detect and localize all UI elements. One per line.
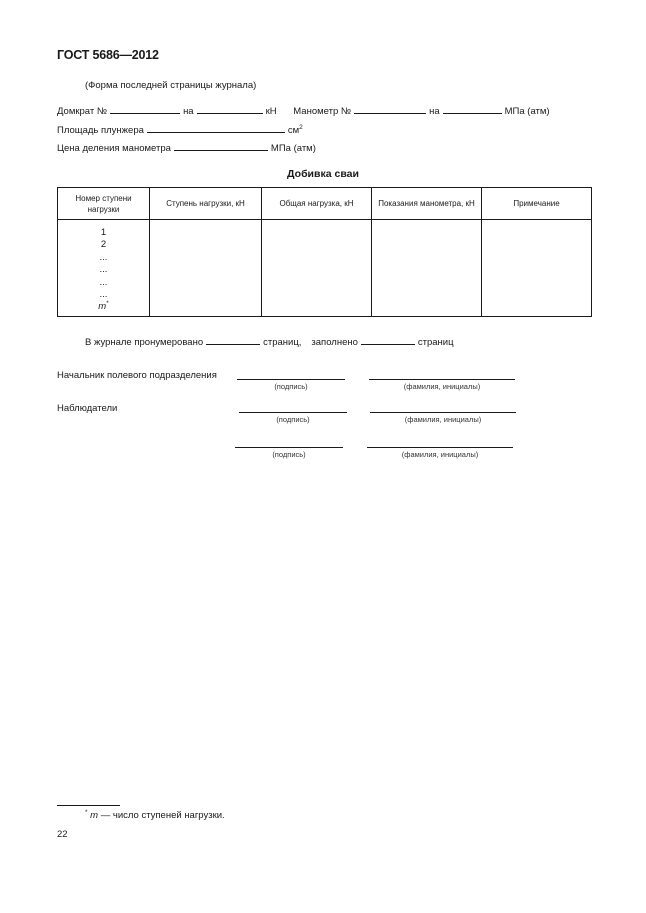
chief-label: Начальник полевого подразделения [57,370,217,381]
footnote-mark: * [85,809,88,816]
observer1-name-caption: (фамилия, инициалы) [404,415,482,424]
pages-filled-blank[interactable] [361,334,415,345]
observer2-name-line[interactable] [367,447,513,448]
observers-label: Наблюдатели [57,403,118,414]
document-standard-header: ГОСТ 5686—2012 [57,48,159,62]
observer2-signature-line[interactable] [235,447,343,448]
plunger-area-label: Площадь плунжера [57,125,144,136]
jack-manometer-line [57,103,550,117]
gauge-division-unit: МПа (атм) [270,143,316,154]
pile-driving-table [57,187,592,317]
col-load-step: Ступень нагрузки, кН [150,188,262,220]
step-item: ... [99,276,108,288]
pages-word-1: страниц, [263,337,302,348]
pages-numbered-label: В журнале пронумеровано [85,337,204,348]
footnote [85,810,225,821]
jack-unit: кН [265,106,277,117]
last-step-footnote-mark: * [106,300,109,308]
chief-name-caption: (фамилия, инициалы) [403,382,481,391]
step-item: 2 [100,239,107,251]
pages-numbered-blank[interactable] [206,334,260,345]
plunger-area-unit: см [287,125,300,136]
gauge-reading-cell[interactable] [372,220,482,317]
col-step-number: Номер ступени нагрузки [58,188,150,220]
jack-on-label: на [183,106,194,117]
jack-number-blank[interactable] [110,103,180,114]
pages-word-2: страниц [417,337,454,348]
pages-count-line [85,334,454,348]
observer1-signature-caption: (подпись) [276,415,310,424]
chief-name-line[interactable] [369,379,515,380]
step-item-last [59,301,148,313]
col-note: Примечание [482,188,592,220]
footnote-text: — число ступеней нагрузки. [100,810,225,821]
observer1-signature-line[interactable] [239,412,347,413]
gauge-division-line [57,140,316,154]
manometer-label: Манометр № [293,106,352,117]
form-note: (Форма последней страницы журнала) [85,80,257,91]
manometer-unit: МПа (атм) [504,106,550,117]
plunger-area-line [57,122,303,136]
step-item: 1 [100,227,107,238]
gauge-division-label: Цена деления манометра [57,143,171,154]
total-load-cell[interactable] [262,220,372,317]
step-item: ... [99,264,108,276]
step-item: ... [99,251,108,263]
plunger-area-unit-sup: 2 [299,124,303,131]
note-cell[interactable] [482,220,592,317]
step-number-cell [58,220,150,317]
manometer-number-blank[interactable] [354,103,426,114]
load-step-cell[interactable] [150,220,262,317]
table-row [58,220,592,317]
page-number: 22 [57,829,68,840]
last-step-symbol: m [98,301,107,313]
gauge-division-blank[interactable] [174,140,268,151]
table-header-row [58,188,592,220]
footnote-rule [57,805,120,806]
jack-label: Домкрат № [57,106,108,117]
observer2-signature-caption: (подпись) [272,450,306,459]
col-total-load: Общая нагрузка, кН [262,188,372,220]
chief-signature-line[interactable] [237,379,345,380]
plunger-area-blank[interactable] [147,122,285,133]
chief-signature-caption: (подпись) [274,382,308,391]
observer1-name-line[interactable] [370,412,516,413]
pages-filled-label: заполнено [311,337,358,348]
step-item: ... [99,288,108,300]
footnote-symbol: m [90,810,99,821]
table-title: Добивка сваи [287,168,359,180]
manometer-range-blank[interactable] [443,103,502,114]
col-gauge-reading: Показания манометра, кН [372,188,482,220]
manometer-on-label: на [429,106,440,117]
jack-capacity-blank[interactable] [197,103,263,114]
observer2-name-caption: (фамилия, инициалы) [401,450,479,459]
